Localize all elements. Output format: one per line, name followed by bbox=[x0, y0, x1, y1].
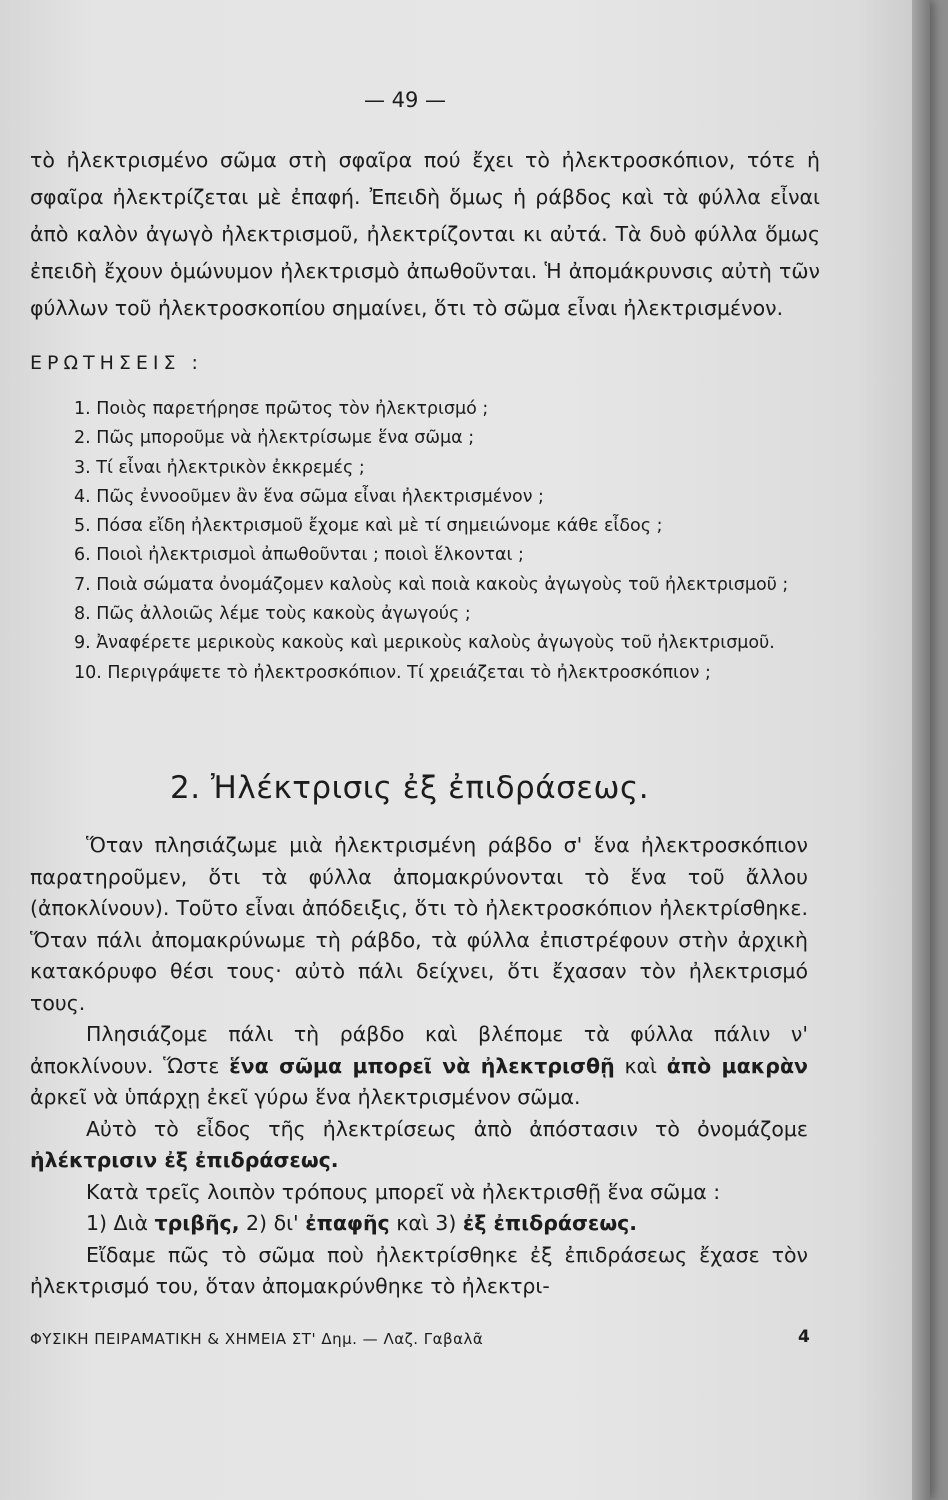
question-item: 5. Πόσα εἴδη ἠλεκτρισμοῦ ἔχομε καὶ μὲ τί σημειώνομε κάθε εἶδος ; bbox=[74, 516, 663, 537]
section-title: 2. Ἠλέκτρισις ἐξ ἐπιδράσεως. bbox=[170, 770, 650, 806]
body-paragraph-4: Κατὰ τρεῖς λοιπὸν τρόπους μπορεῖ νὰ ἠλεκτρισθῇ ἕνα σῶμα : bbox=[86, 1179, 721, 1204]
intro-paragraph: τὸ ἠλεκτρισμένο σῶμα στὴ σφαῖρα πού ἔχει τὸ ἠλεκτροσκόπιον, τότε ἡ σφαῖρα ἠλεκτρίζεται μὲ ἐπαφή. Ἐπειδὴ ὅμως ἡ ράβδος καὶ τὰ φύλλα εἶναι ἀπὸ καλὸν ἀγωγὸ ἠλεκτρισμοῦ, ἠλεκτρίζονται κι αὐτά. Τὰ δυὸ φύλλα ὅμως ἐπειδὴ ἔχουν ὁμώνυμον ἠλεκτρισμὸ ἀπωθοῦνται. Ἡ ἀπομάκρυνσις αὐτὴ τῶν φύλλων τοῦ ἠλεκτροσκοπίου σημαίνει, ὅτι τὸ σῶμα εἶναι ἠλεκτρισμένον. bbox=[30, 148, 820, 320]
bold-phrase: ἐπαφῆς bbox=[305, 1211, 390, 1235]
question-item: 8. Πῶς ἀλλοιῶς λέμε τοὺς κακοὺς ἀγωγούς ; bbox=[74, 604, 471, 625]
body-paragraph-3 bbox=[30, 1114, 808, 1177]
question-item: 2. Πῶς μποροῦμε νὰ ἠλεκτρίσωμε ἕνα σῶμα ; bbox=[74, 428, 475, 449]
text-run: Αὐτὸ τὸ εἶδος τῆς ἠλεκτρίσεως ἀπὸ ἀπόστασιν τὸ ὀνομάζομε bbox=[86, 1116, 808, 1141]
question-item: 1. Ποιὸς παρετήρησε πρῶτος τὸν ἠλεκτρισμό ; bbox=[74, 399, 489, 419]
questions-heading: ΕΡΩΤΗΣΕΙΣ : bbox=[30, 352, 203, 374]
body-paragraph-2 bbox=[30, 1019, 808, 1114]
text-run: 2) δι' bbox=[239, 1211, 306, 1235]
text-run: Πλησιάζομε πάλι τὴ ράβδο καὶ βλέπομε τὰ φύλλα πάλιν ν' ἀποκλίνουν. Ὥστε bbox=[30, 1022, 808, 1078]
bold-phrase: ἀπὸ μακρὰν bbox=[666, 1053, 808, 1078]
question-item: 6. Ποιοὶ ἠλεκτρισμοὶ ἀπωθοῦνται ; ποιοὶ ἕλκονται ; bbox=[74, 545, 524, 566]
page-edge-shadow bbox=[912, 0, 930, 1500]
bold-phrase: τριβῆς, bbox=[154, 1211, 240, 1235]
section-body bbox=[30, 830, 808, 1303]
body-paragraph-6: Εἴδαμε πῶς τὸ σῶμα ποὺ ἠλεκτρίσθηκε ἐξ ἐπιδράσεως ἔχασε τὸν ἠλεκτρισμό του, ὅταν ἀπομακρύνθηκε τὸ ἠλεκτρι- bbox=[30, 1242, 808, 1298]
text-run: 1) Διὰ bbox=[86, 1211, 155, 1235]
text-run: καὶ bbox=[614, 1053, 667, 1078]
question-item: 9. Ἀναφέρετε μερικοὺς κακοὺς καὶ μερικοὺς καλοὺς ἀγωγοὺς τοῦ ἠλεκτρισμοῦ. bbox=[74, 633, 775, 654]
bold-phrase: ἐξ ἐπιδράσεως. bbox=[462, 1211, 638, 1235]
sheet-number: 4 bbox=[798, 1327, 810, 1347]
text-run: ἀρκεῖ νὰ ὑπάρχῃ ἐκεῖ γύρω ἕνα ἠλεκτρισμένον σῶμα. bbox=[30, 1085, 581, 1109]
body-paragraph-1: Ὅταν πλησιάζωμε μιὰ ἠλεκτρισμένη ράβδο σ' ἕνα ἠλεκτροσκόπιον παρατηροῦμεν, ὅτι τὰ φύλλα ἀπομακρύνονται τὸ ἕνα τοῦ ἄλλου (ἀποκλίνουν). Τοῦτο εἶναι ἀπόδειξις, ὅτι τὸ ἠλεκτροσκόπιον ἠλεκτρίσθηκε. Ὅταν πάλι ἀπομακρύνωμε τὴ ράβδο, τὰ φύλλα ἐπιστρέφουν στὴν ἀρχικὴ κατακόρυφο θέσι τους· αὐτὸ πάλι δείχνει, ὅτι ἔχασαν τὸν ἠλεκτρισμό τους. bbox=[30, 833, 808, 1015]
question-item: 3. Τί εἶναι ἠλεκτρικὸν ἐκκρεμές ; bbox=[74, 457, 365, 478]
question-item: 7. Ποιὰ σώματα ὀνομάζομεν καλοὺς καὶ ποιὰ κακοὺς ἀγωγοὺς τοῦ ἠλεκτρισμοῦ ; bbox=[74, 574, 789, 595]
bold-phrase: ἕνα σῶμα μπορεῖ νὰ ἠλεκτρισθῇ bbox=[229, 1053, 615, 1078]
question-item: 10. Περιγράψετε τὸ ἠλεκτροσκόπιον. Τί χρειάζεται τὸ ἠλεκτροσκόπιον ; bbox=[74, 662, 711, 683]
page-number: — 49 — bbox=[363, 88, 447, 112]
page-footer: ΦΥΣΙΚΗ ΠΕΙΡΑΜΑΤΙΚΗ & ΧΗΜΕΙΑ ΣΤ' Δημ. — Λαζ. Γαβαλᾶ bbox=[30, 1330, 484, 1348]
text-run: καὶ 3) bbox=[389, 1211, 463, 1235]
question-item: 4. Πῶς ἐννοοῦμεν ἂν ἕνα σῶμα εἶναι ἠλεκτρισμένον ; bbox=[74, 486, 544, 507]
body-paragraph-5 bbox=[30, 1208, 808, 1240]
bold-phrase: ἠλέκτρισιν ἐξ ἐπιδράσεως. bbox=[30, 1148, 339, 1172]
questions-list bbox=[30, 395, 810, 688]
